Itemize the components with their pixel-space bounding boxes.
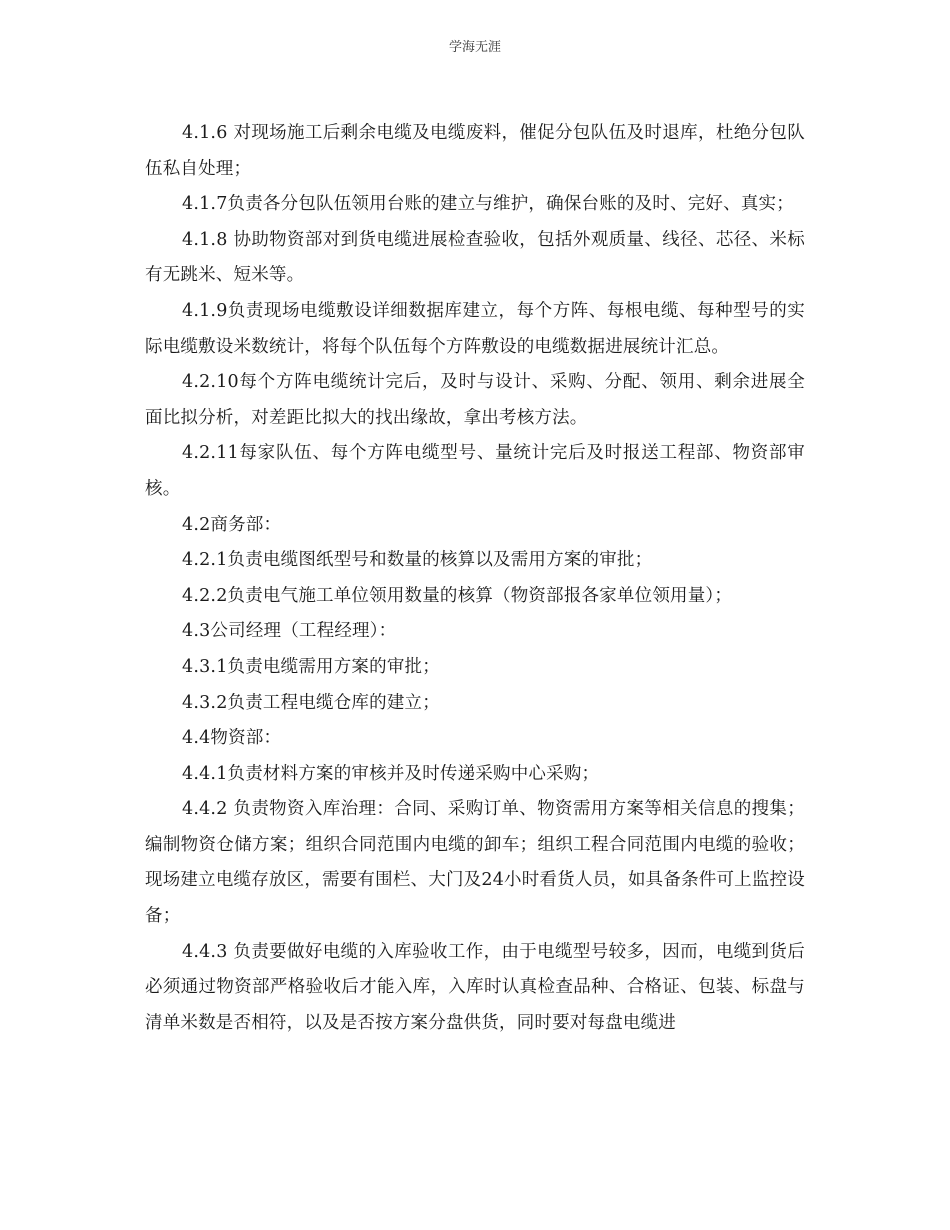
section-heading-4-2: 4.2商务部： [182, 514, 282, 535]
paragraph-4-2-2: 4.2.2负责电气施工单位领用数量的核算（物资部报各家单位领用量）； [182, 585, 733, 606]
section-heading-4-3: 4.3公司经理（工程经理）： [182, 621, 397, 642]
page-header: 学海无涯 [448, 40, 501, 55]
paragraph-4-1-8: 4.1.8 协助物资部对到货电缆进展检查验收，包括外观质量、线径、芯径、米标有无跳米、短米等。 [145, 229, 805, 286]
paragraph-4-4-1: 4.4.1负责材料方案的审核并及时传递采购中心采购； [182, 763, 600, 784]
paragraph-4-4-2: 4.4.2 负责物资入库治理：合同、采购订单、物资需用方案等相关信息的搜集；编制物资仓储方案；组织合同范围内电缆的卸车；组织工程合同范围内电缆的验收；现场建立电缆存放区，需要有围栏、大门及24小时看货人员，如具备条件可上监控设备； [145, 799, 805, 927]
paragraph-4-1-6: 4.1.6 对现场施工后剩余电缆及电缆废料，催促分包队伍及时退库，杜绝分包队伍私自处理； [145, 123, 805, 179]
paragraph-4-2-10: 4.2.10每个方阵电缆统计完后，及时与设计、采购、分配、领用、剩余进展全面比拟分析，对差距比拟大的找出缘故，拿出考核方法。 [145, 372, 805, 428]
paragraph-4-1-9: 4.1.9负责现场电缆敷设详细数据库建立，每个方阵、每根电缆、每种型号的实际电缆敷设米数统计，将每个队伍每个方阵敷设的电缆数据进展统计汇总。 [145, 300, 805, 357]
paragraph-4-2-1: 4.2.1负责电缆图纸型号和数量的核算以及需用方案的审批； [182, 550, 653, 571]
document-body [145, 116, 805, 1041]
section-heading-4-4: 4.4物资部： [182, 728, 282, 749]
paragraph-4-1-7: 4.1.7负责各分包队伍领用台账的建立与维护，确保台账的及时、完好、真实； [182, 194, 794, 215]
paragraph-4-3-1: 4.3.1负责电缆需用方案的审批； [182, 656, 440, 677]
paragraph-4-4-3: 4.4.3 负责要做好电缆的入库验收工作，由于电缆型号较多，因而，电缆到货后必须通过物资部严格验收后才能入库，入库时认真检查品种、合格证、包装、标盘与清单米数是否相符，以及是否按方案分盘供货，同时要对每盘电缆进 [145, 941, 805, 1033]
paragraph-4-2-11: 4.2.11每家队伍、每个方阵电缆型号、量统计完后及时报送工程部、物资部审核。 [145, 443, 805, 499]
paragraph-4-3-2: 4.3.2负责工程电缆仓库的建立； [182, 692, 440, 713]
